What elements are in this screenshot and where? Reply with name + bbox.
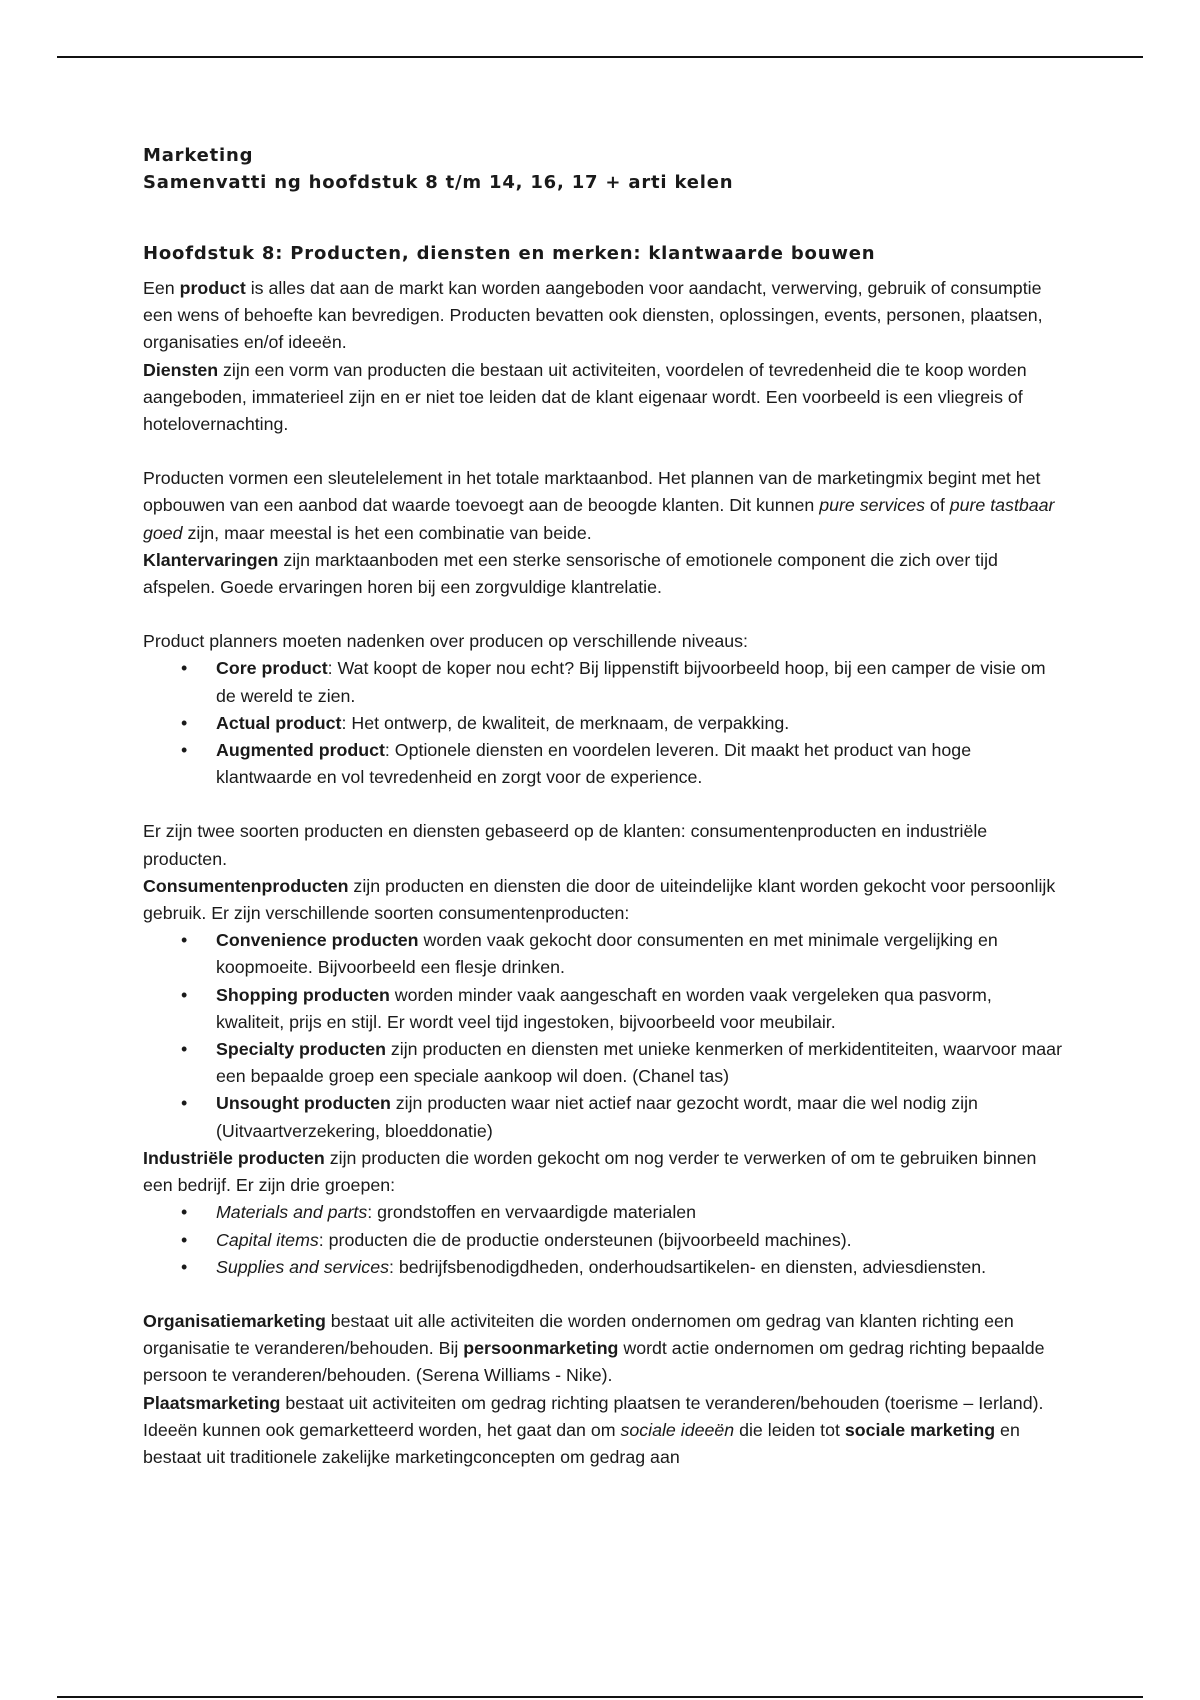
document-page	[143, 142, 1063, 1471]
document-title	[143, 142, 1063, 196]
list-item: • Convenience producten worden vaak gekocht door consumenten en met minimale vergelijking en koopmoeite. Bijvoorbeeld een flesje drinken.	[143, 927, 1063, 981]
paragraph-sleutelelement: Producten vormen een sleutelelement in het totale marktaanbod. Het plannen van de marketingmix begint met het opbouwen van een aanbod dat waarde toevoegt aan de beoogde klanten. Dit kunnen pure services of pure tastbaar goed zijn, maar meestal is het een combinatie van beide. Klantervaringen zijn marktaanboden met een sterke sensorische of emotionele component die zich over tijd afspelen. Goede ervaringen horen bij een zorgvuldige klantrelatie.	[143, 468, 1055, 598]
list-item: • Unsought producten zijn producten waar niet actief naar gezocht wordt, maar die wel nodig zijn (Uitvaartverzekering, bloeddonatie)	[143, 1090, 1063, 1144]
list-item: • Specialty producten zijn producten en diensten met unieke kenmerken of merkidentiteiten, waarvoor maar een bepaalde groep een speciale aankoop wil doen. (Chanel tas)	[143, 1036, 1063, 1090]
paragraph-organisatiemarketing: Organisatiemarketing bestaat uit alle activiteiten die worden ondernomen om gedrag van klanten richting een organisatie te veranderen/behouden. Bij persoonmarketing wordt actie ondernomen om gedrag richting bepaalde persoon te veranderen/behouden. (Serena Williams - Nike). Plaatsmarketing bestaat uit activiteiten om gedrag richting plaatsen te veranderen/behouden (toerisme – Ierland). Ideeën kunnen ook gemarketteerd worden, het gaat dan om sociale ideeën die leiden tot sociale marketing en bestaat uit traditionele zakelijke marketingconcepten om gedrag aan	[143, 1310, 1045, 1467]
chapter-heading: Hoofdstuk 8: Producten, diensten en merken: klantwaarde bouwen	[143, 243, 876, 264]
title-line-2: Samenvatti ng hoofdstuk 8 t/m 14, 16, 17 + arti kelen	[143, 172, 734, 193]
term-industriele-producten: Industriële producten	[143, 1147, 325, 1168]
title-line-1: Marketing	[143, 145, 254, 166]
list-item: • Supplies and services: bedrijfsbenodigdheden, onderhoudsartikelen- en diensten, adviesdiensten.	[143, 1254, 1063, 1281]
spacer	[143, 1281, 1063, 1308]
term-persoonmarketing: persoonmarketing	[463, 1338, 619, 1359]
spacer	[143, 791, 1063, 818]
list-item: • Materials and parts: grondstoffen en vervaardigde materialen	[143, 1199, 1063, 1226]
list-item: • Capital items: producten die de productie ondersteunen (bijvoorbeeld machines).	[143, 1227, 1063, 1254]
italic-sociale-ideeen: sociale ideeën	[620, 1419, 735, 1440]
industriele-producten-list	[143, 1199, 1063, 1281]
term-product: product	[179, 278, 246, 298]
italic-pure-services: pure services	[819, 495, 925, 516]
term-klantervaringen: Klantervaringen	[143, 549, 279, 570]
paragraph-industrieel: Industriële producten zijn producten die worden gekocht om nog verder te verwerken of om te gebruiken binnen een bedrijf. Er zijn drie groepen:	[143, 1147, 1037, 1196]
spacer	[143, 601, 1063, 628]
list-item: • Core product: Wat koopt de koper nou echt? Bij lippenstift bijvoorbeeld hoop, bij een camper de visie om de wereld te zien.	[143, 655, 1063, 709]
paragraph-product: Een product is alles dat aan de markt kan worden aangeboden voor aandacht, verwerving, gebruik of consumptie een wens of behoefte kan bevredigen. Producten bevatten ook diensten, oplossingen, events, personen, plaatsen, organisaties en/of ideeën. Diensten zijn een vorm van producten die bestaan uit activiteiten, voordelen of tevredenheid die te koop worden aangeboden, immaterieel zijn en er niet toe leiden dat de klant eigenaar wordt. Een voorbeeld is een vliegreis of hotelovernachting.	[143, 278, 1043, 435]
term-consumentenproducten: Consumentenproducten	[143, 875, 349, 896]
list-item: • Augmented product: Optionele diensten en voordelen leveren. Dit maakt het product van hoge klantwaarde en vol tevredenheid en zorgt voor de experience.	[143, 737, 1063, 791]
list-item: • Shopping producten worden minder vaak aangeschaft en worden vaak vergeleken qua pasvorm, kwaliteit, prijs en stijl. Er wordt veel tijd ingestoken, bijvoorbeeld voor meubilair.	[143, 982, 1063, 1036]
list-item: • Actual product: Het ontwerp, de kwaliteit, de merknaam, de verpakking.	[143, 710, 1063, 737]
paragraph-soorten: Er zijn twee soorten producten en diensten gebaseerd op de klanten: consumentenproducten en industriële producten. Consumentenproducten zijn producten en diensten die door de uiteindelijke klant worden gekocht voor persoonlijk gebruik. Er zijn verschillende soorten consumentenproducten:	[143, 821, 1056, 924]
consumentenproducten-list	[143, 927, 1063, 1145]
italic-pure-tastbaar-goed: pure tastbaar goed	[143, 495, 1055, 543]
spacer	[143, 438, 1063, 465]
niveaus-list	[143, 655, 1063, 791]
header-rule	[57, 56, 1143, 58]
term-organisatiemarketing: Organisatiemarketing	[143, 1310, 326, 1331]
term-sociale-marketing: sociale marketing	[844, 1419, 996, 1440]
footer-rule	[57, 1696, 1143, 1698]
term-plaatsmarketing: Plaatsmarketing	[143, 1392, 281, 1413]
paragraph-niveaus: Product planners moeten nadenken over producen op verschillende niveaus:	[143, 631, 748, 652]
term-diensten: Diensten	[143, 359, 219, 380]
